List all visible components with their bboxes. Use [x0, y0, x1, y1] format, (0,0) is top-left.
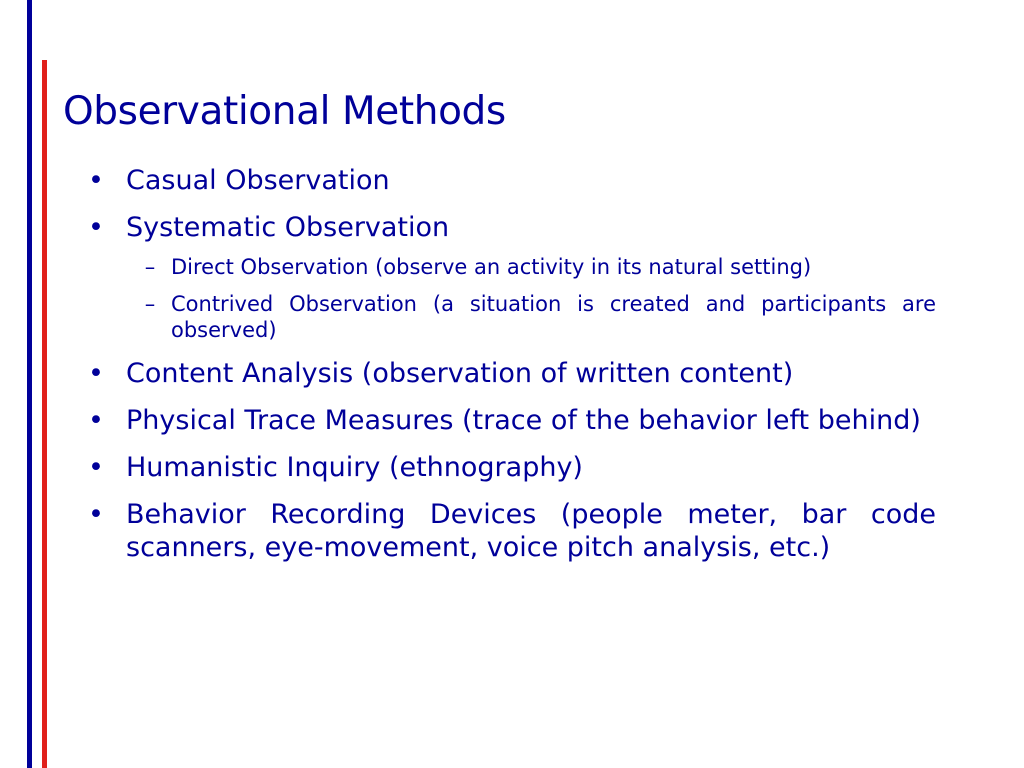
bullet-physical-trace-measures: [84, 404, 936, 437]
bullet-marker: •: [88, 358, 104, 389]
left-rule-red: [42, 60, 47, 768]
bullet-text: Systematic Observation: [126, 212, 450, 243]
left-rule-blue: [27, 0, 32, 768]
slide-title: Observational Methods: [63, 89, 506, 134]
bullet-text: Behavior Recording Devices (people meter, bar code scanners, eye-movement, voice pitch analysis, etc.): [126, 499, 936, 563]
sub-bullet-contrived-observation: [126, 291, 936, 343]
bullet-text: Humanistic Inquiry (ethnography): [126, 452, 583, 483]
slide-body: [84, 164, 936, 578]
bullet-text: Casual Observation: [126, 165, 390, 196]
bullet-text: Content Analysis (observation of written content): [126, 358, 794, 389]
sub-bullet-marker: –: [144, 255, 156, 279]
bullet-marker: •: [88, 165, 104, 196]
bullet-marker: •: [88, 405, 104, 436]
sub-bullet-text: Direct Observation (observe an activity in its natural setting): [171, 255, 812, 279]
bullet-marker: •: [88, 452, 104, 483]
bullet-list: [84, 164, 936, 564]
sub-bullet-text: Contrived Observation (a situation is created and participants are observed): [171, 292, 936, 342]
bullet-systematic-observation: [84, 211, 936, 343]
bullet-marker: •: [88, 212, 104, 243]
bullet-humanistic-inquiry: [84, 451, 936, 484]
bullet-marker: •: [88, 499, 104, 530]
bullet-behavior-recording-devices: [84, 498, 936, 564]
sub-bullet-marker: –: [144, 292, 156, 316]
sub-bullet-direct-observation: [126, 254, 936, 280]
bullet-text: Physical Trace Measures (trace of the behavior left behind): [126, 405, 921, 436]
bullet-content-analysis: [84, 357, 936, 390]
sub-bullet-list: [126, 254, 936, 343]
bullet-casual-observation: [84, 164, 936, 197]
